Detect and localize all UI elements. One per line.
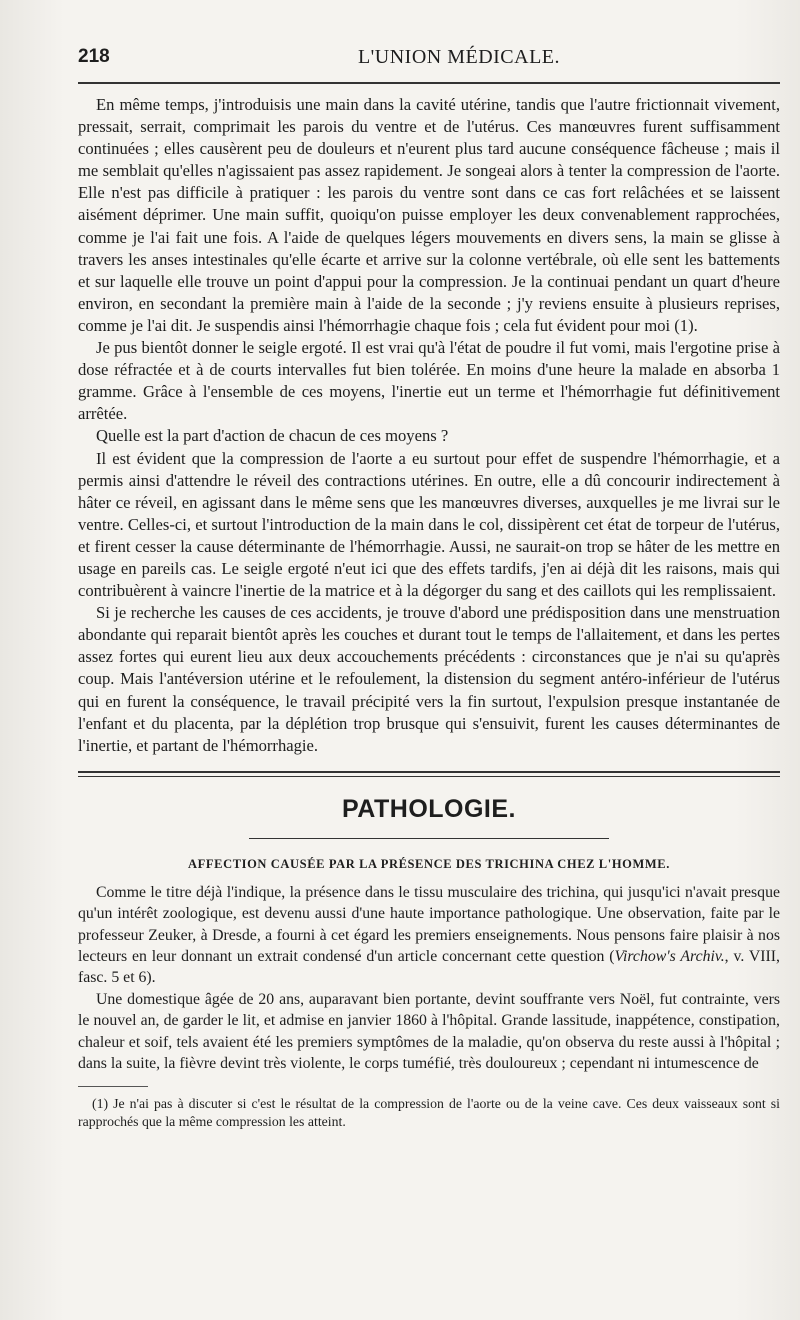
footnote: (1) Je n'ai pas à discuter si c'est le résultat de la compression de l'aorte ou de la veine cave. Ces deux vaisseaux sont si rapprochés que la même compression les atteint.: [78, 1096, 780, 1130]
paragraph: Il est évident que la compression de l'aorte a eu surtout pour effet de suspendre l'hémorrhagie, et a permis ainsi d'attendre le réveil des contractions utérines. En outre, elle a dû concourir indirectement à hâter ce réveil, en agissant dans le même sens que les manœuvres diverses, auxquelles je me livrai sur le ventre. Celles-ci, et surtout l'introduction de la main dans le col, dissipèrent cet état de torpeur de l'utérus, et firent cesser la cause déterminante de l'hémorrhagie. Aussi, ne saurait-on trop se hâter de les mettre en usage en pareils cas. Le seigle ergoté n'eut ici que des effets tardifs, j'en ai déjà dit les raisons, mais qui contribuèrent à vaincre l'inertie de la matrice et à la dégorger du sang et des caillots qui les remplissaient.: [78, 448, 780, 601]
section-heading: PATHOLOGIE.: [341, 794, 517, 823]
paragraph: Quelle est la part d'action de chacun de ces moyens ?: [96, 426, 449, 446]
article-paragraph: [78, 882, 780, 989]
paragraph: Je pus bientôt donner le seigle ergoté. Il est vrai qu'à l'état de poudre il fut vomi, mais l'ergotine prise à dose réfractée et à de courts intervalles fut bien tolérée. En moins d'une heure la malade en absorba 1 gramme. Grâce à l'ensemble de ces moyens, l'inertie eut un terme et l'hémorrhagie fut définitivement arrêtée.: [78, 338, 780, 424]
section-divider: [78, 771, 780, 777]
page-header: [78, 44, 780, 74]
running-title: L'UNION MÉDICALE.: [357, 46, 561, 68]
page-number: 218: [78, 46, 110, 67]
article-text-run: , v. VIII, fasc. 5 et 6).: [78, 948, 780, 987]
footnote-rule: [78, 1086, 148, 1087]
heading-rule: [249, 838, 609, 839]
article-title: AFFECTION CAUSÉE PAR LA PRÉSENCE DES TRICHINA CHEZ L'HOMME.: [188, 856, 670, 871]
article-text-run: Comme le titre déjà l'indique, la présence dans le tissu musculaire des trichina, qui jusqu'ici n'avait presque qu'un intérêt zoologique, est devenu aussi d'une haute importance pathologique. Une observation, faite par le professeur Zeuker, à Dresde, a fourni à cet égard les premiers enseignements. Nous pensons faire plaisir à nos lecteurs en leur donnant un extrait condensé d'un article concernant cette question (: [78, 883, 780, 966]
body-text: [78, 94, 780, 757]
article-text: [78, 882, 780, 1075]
article-paragraph: Une domestique âgée de 20 ans, auparavant bien portante, devint souffrante vers Noël, fut contrainte, vers le nouvel an, de garder le lit, et admise en janvier 1860 à l'hôpital. Grande lassitude, inappétence, constipation, chaleur et soif, tels avaient été les premiers symptômes de la maladie, qu'on observa du reste aussi à l'hôpital ; dans la suite, la fièvre devint très violente, le corps tuméfié, très douloureux ; cependant ni intumescence de: [78, 990, 780, 1073]
paragraph: En même temps, j'introduisis une main dans la cavité utérine, tandis que l'autre frictionnait vivement, pressait, serrait, comprimait les parois du ventre et de l'utérus. Ces manœuvres furent suffisamment continuées ; elles causèrent peu de douleurs et n'eurent plus tard aucune conséquence fâcheuse ; mais il me semblait qu'elles n'agissaient pas assez rapidement. Je songeai alors à tenter la compression de l'aorte. Elle n'est pas difficile à pratiquer : les parois du ventre sont dans ce cas fort relâchées et se laissent aisément déprimer. Une main suffit, quoiqu'on puisse employer les deux convenablement rapprochées, comme je l'ai fait une fois. A l'aide de quelques légers mouvements en divers sens, la main se glisse à travers les anses intestinales qu'elle écarte et arrive sur la colonne vertébrale, où elle sent les battements et sur laquelle elle trouve un point d'appui pour la compression. Je la continuai pendant un quart d'heure environ, en secondant la première main à l'aide de la seconde ; j'y reviens ensuite à plusieurs reprises, comme je l'ai dit. Je suspendis ainsi l'hémorrhagie chaque fois ; cela fut évident pour moi (1).: [78, 95, 780, 335]
journal-citation: Virchow's Archiv.: [614, 948, 725, 966]
paragraph: Si je recherche les causes de ces accidents, je trouve d'abord une prédisposition dans une menstruation abondante qui reparait bientôt après les couches et durant tout le temps de l'allaitement, et dans les pertes assez fortes qui eurent lieu aux deux accouchements précédents : circonstances que je n'ai su qu'après coup. Mais l'antéversion utérine et le refoulement, la distension du segment antéro-inférieur de l'utérus qui en furent la conséquence, le travail précipité vers la fin surtout, l'expulsion presque instantanée de l'enfant et du placenta, par la déplétion trop brusque qui s'ensuivit, furent les causes déterminantes de l'inertie, et partant de l'hémorrhagie.: [78, 603, 780, 755]
header-rule: [78, 82, 780, 84]
